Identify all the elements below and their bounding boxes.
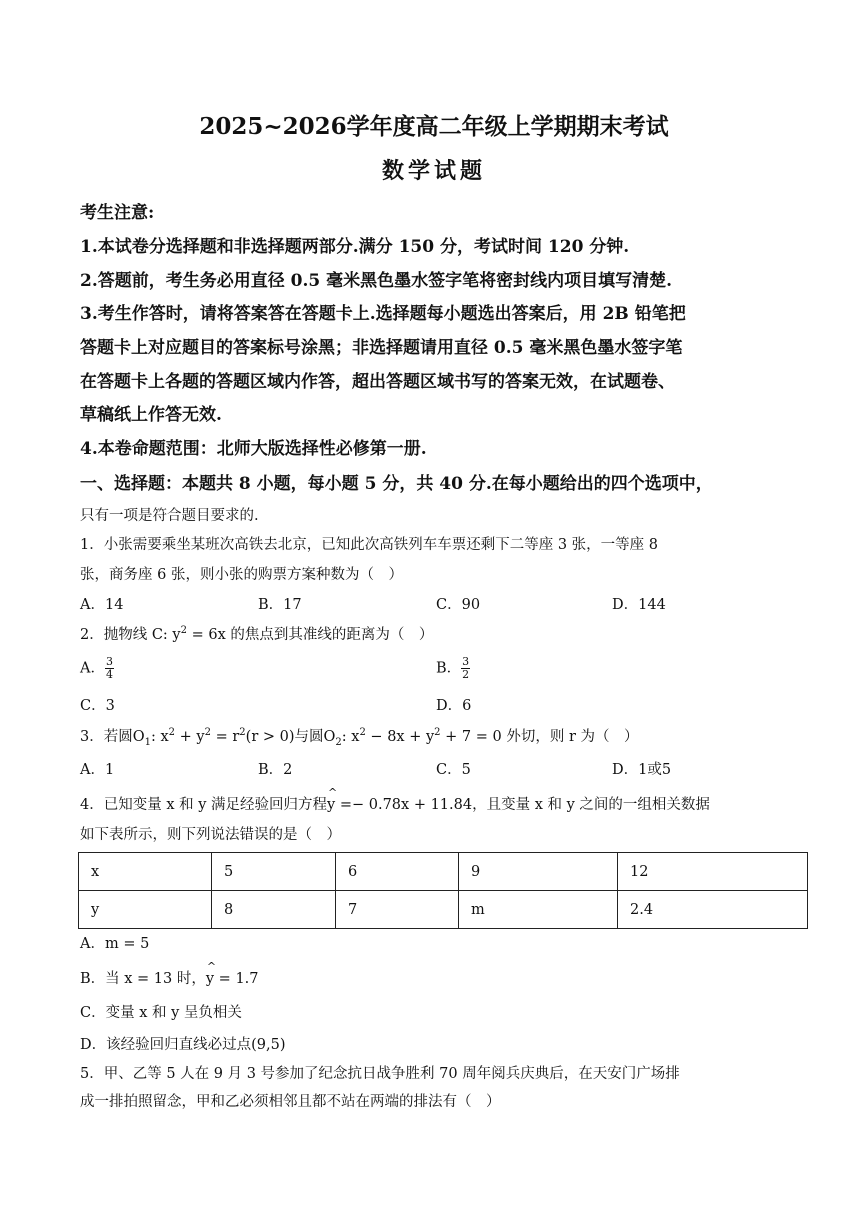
notice-item-3-cont-1: 答题卡上对应题目的答案标号涂黑；非选择题请用直径 0.5 毫米黑色墨水签字笔 (80, 338, 683, 358)
q1-stem-line1: 1．小张需要乘坐某班次高铁去北京，已知此次高铁列车车票还剩下二等座 3 张，一等座 8 (80, 537, 658, 553)
q4-stem-line1: 4．已知变量 x 和 y 满足经验回归方程^ y =− 0.78x + 11.84，且变量 x 和 y 之间的一组相关数据 (80, 793, 710, 814)
q2-option-d: D．6 (436, 698, 472, 714)
q3-stem: 3．若圆$O_1$: $x^2 + y^2 = r^2(r > 0)$与圆$O_2$: $x^2 - 8x + y^2 + 7 = 0$ 外切，则 r 为（ ） (80, 727, 639, 748)
notice-item-4: 4.本卷命题范围：北师大版选择性必修第一册. (80, 439, 427, 459)
q3-option-a: A．1 (80, 762, 115, 778)
q3-option-b: B．2 (258, 762, 293, 778)
q4-option-d: D．该经验回归直线必过点(9,5) (80, 1037, 286, 1053)
notice-item-3: 3.考生作答时，请将答案答在答题卡上.选择题每小题选出答案后，用 2B 铅笔把 (80, 304, 686, 324)
y-hat: ^ y (327, 797, 335, 813)
table-cell: 9 (459, 853, 618, 891)
notice-item-2: 2.答题前，考生务必用直径 0.5 毫米黑色墨水签字笔将密封线内项目填写清楚. (80, 271, 673, 291)
q1-option-c: C．90 (436, 597, 481, 613)
q2-option-c: C．3 (80, 698, 115, 714)
notice-heading: 考生注意: (80, 203, 155, 223)
table-cell: y (79, 891, 212, 929)
notice-item-3-cont-2: 在答题卡上各题的答题区域内作答，超出答题区域书写的答案无效，在试题卷、 (80, 372, 675, 392)
table-cell: 7 (336, 891, 459, 929)
q1-option-a: A．14 (80, 597, 124, 613)
q4-option-c: C．变量 x 和 y 呈负相关 (80, 1005, 242, 1021)
exam-subtitle: 数学试题 (381, 158, 486, 184)
q5-stem-line2: 成一排拍照留念，甲和乙必须相邻且都不站在两端的排法有（ ） (80, 1094, 501, 1110)
q5-stem-line1: 5．甲、乙等 5 人在 9 月 3 号参加了纪念抗日战争胜利 70 周年阅兵庆典后，在天安门广场排 (80, 1066, 680, 1082)
q1-stem-line2: 张，商务座 6 张，则小张的购票方案种数为（ ） (80, 567, 403, 583)
exam-title: 2025~2026学年度高二年级上学期期末考试 (199, 113, 669, 140)
table-cell: 2.4 (618, 891, 808, 929)
fraction: $\frac{3}{2}$ (462, 655, 470, 681)
table-cell: 6 (336, 853, 459, 891)
table-cell: x (79, 853, 212, 891)
q1-option-b: B．17 (258, 597, 302, 613)
section-heading-cont: 只有一项是符合题目要求的. (80, 508, 259, 524)
q3-option-d: D．1或5 (612, 762, 672, 778)
q2-option-b: B． $\frac{3}{2}$ (436, 655, 470, 681)
q1-option-d: D．144 (612, 597, 666, 613)
table-cell: m (459, 891, 618, 929)
q4-stem-line2: 如下表所示，则下列说法错误的是（ ） (80, 827, 341, 843)
table-cell: 5 (212, 853, 336, 891)
table-cell: 12 (618, 853, 808, 891)
section-heading: 一、选择题：本题共 8 小题，每小题 5 分，共 40 分.在每小题给出的四个选项中， (80, 474, 713, 494)
notice-item-3-cont-3: 草稿纸上作答无效. (80, 405, 222, 425)
q4-data-table (78, 852, 808, 929)
q2-stem: 2．抛物线 C: $y^2 = 6x$ 的焦点到其准线的距离为（ ） (80, 625, 434, 643)
notice-item-1: 1.本试卷分选择题和非选择题两部分.满分 150 分，考试时间 120 分钟. (80, 237, 630, 257)
q2-option-a: A． $\frac{3}{4}$ (80, 655, 113, 681)
table-row (79, 853, 808, 891)
q4-option-b: B．当 x = 13 时，^ y = 1.7 (80, 967, 259, 988)
q3-option-c: C．5 (436, 762, 471, 778)
fraction: $\frac{3}{4}$ (105, 655, 113, 681)
y-hat: ^ y (206, 971, 214, 987)
table-cell: 8 (212, 891, 336, 929)
table-row (79, 891, 808, 929)
q4-option-a: A．m = 5 (80, 936, 150, 952)
